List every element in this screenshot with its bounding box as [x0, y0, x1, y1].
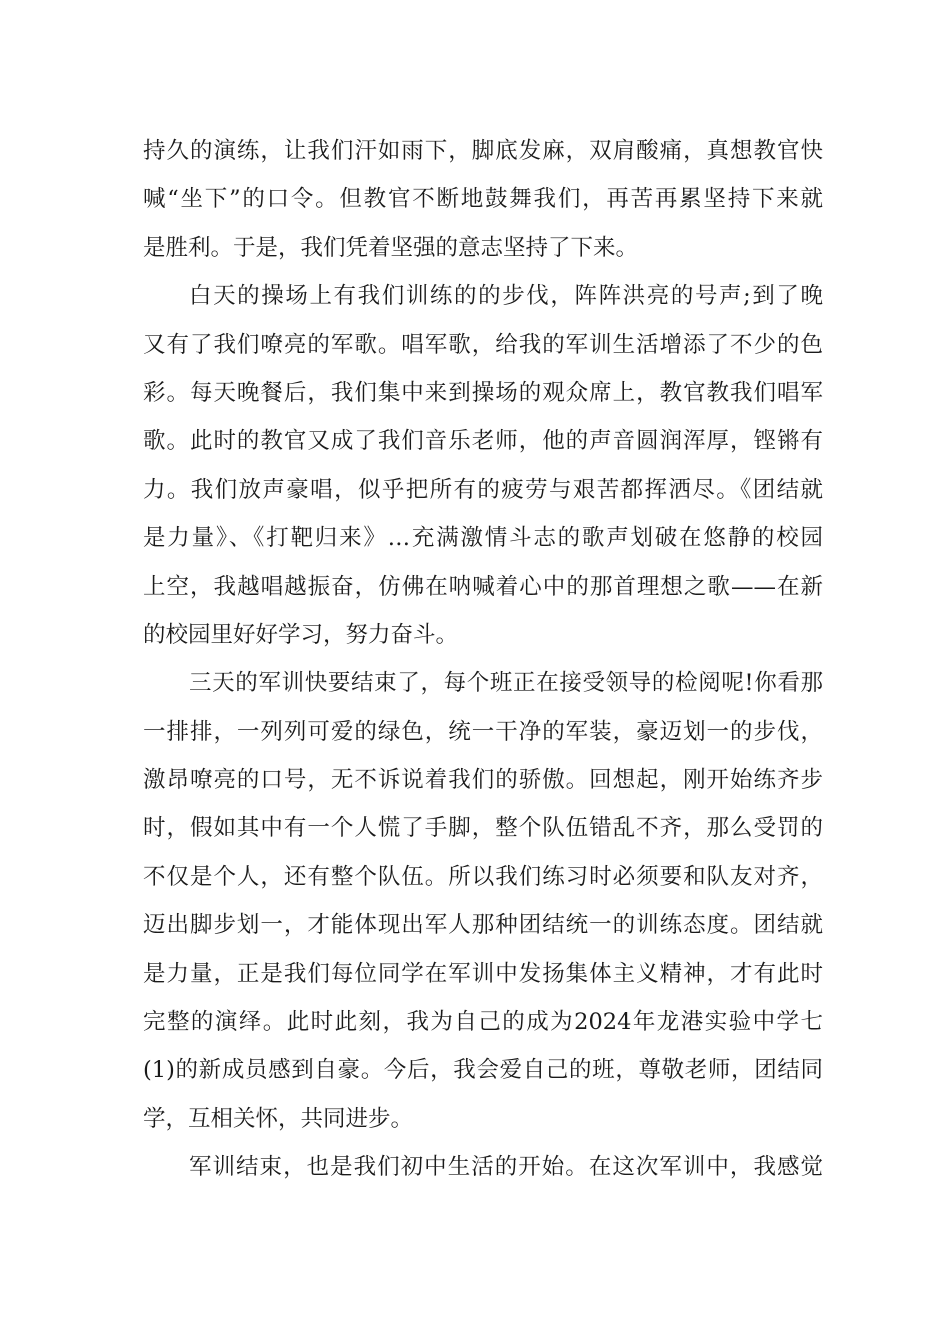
text-line: 力。我们放声豪唱，似乎把所有的疲劳与艰苦都挥洒尽。《团结就: [143, 476, 823, 503]
text-line: 白天的操场上有我们训练的的步伐，阵阵洪亮的号声;到了晚: [189, 283, 823, 310]
text-line: 学，互相关怀，共同进步。: [143, 1105, 414, 1132]
text-line: 不仅是个人，还有整个队伍。所以我们练习时必须要和队友对齐，: [143, 863, 823, 890]
text-line: 激昂嘹亮的口号，无不诉说着我们的骄傲。回想起，刚开始练齐步: [143, 767, 823, 794]
text-line: 时，假如其中有一个人慌了手脚，整个队伍错乱不齐，那么受罚的: [143, 815, 823, 842]
text-line: 又有了我们嘹亮的军歌。唱军歌，给我的军训生活增添了不少的色: [143, 331, 823, 358]
text-line: (1)的新成员感到自豪。今后，我会爱自己的班，尊敬老师，团结同: [143, 1057, 823, 1084]
text-line: 上空，我越唱越振奋，仿佛在呐喊着心中的那首理想之歌——在新: [143, 573, 823, 600]
body-text: [143, 127, 823, 1192]
text-line: 喊“坐下”的口令。但教官不断地鼓舞我们，再苦再累坚持下来就: [143, 186, 823, 213]
text-line: 是力量》、《打靶归来》…充满激情斗志的歌声划破在悠静的校园: [143, 525, 823, 552]
text-line: 完整的演绎。此时此刻，我为自己的成为2024年龙港实验中学七: [143, 1009, 823, 1036]
text-line: 一排排，一列列可爱的绿色，统一干净的军装，豪迈划一的步伐，: [143, 718, 823, 745]
text-line: 三天的军训快要结束了，每个班正在接受领导的检阅呢!你看那: [189, 670, 823, 697]
text-line: 是力量，正是我们每位同学在军训中发扬集体主义精神，才有此时: [143, 960, 823, 987]
text-line: 持久的演练，让我们汗如雨下，脚底发麻，双肩酸痛，真想教官快: [143, 138, 823, 164]
text-line: 是胜利。于是，我们凭着坚强的意志坚持了下来。: [143, 234, 639, 261]
text-line: 歌。此时的教官又成了我们音乐老师，他的声音圆润浑厚，铿锵有: [143, 428, 823, 455]
text-line: 军训结束，也是我们初中生活的开始。在这次军训中，我感觉: [189, 1154, 823, 1181]
text-line: 迈出脚步划一，才能体现出军人那种团结统一的训练态度。团结就: [143, 912, 823, 939]
text-line: 的校园里好好学习，努力奋斗。: [143, 621, 459, 648]
text-line: 彩。每天晚餐后，我们集中来到操场的观众席上，教官教我们唱军: [143, 379, 823, 406]
